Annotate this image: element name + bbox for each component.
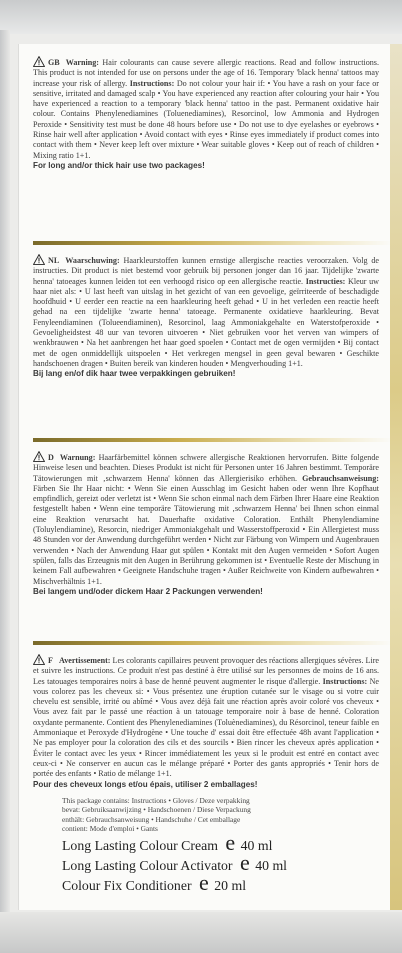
warning-section-d (33, 451, 379, 597)
box-top-edge (0, 0, 402, 34)
warning-body: Haarkleurstoffen kunnen ernstige allergische reacties veroorzaken. Volg de instructies. Dit product is niet bestemd voor gebruik bij personen jonger dan 16 jaar. Tijdelijke 'zwarte henna' tatoeages kunnen leiden tot een verhoogd risico op een allergische reactie. (33, 256, 379, 286)
gold-divider (33, 641, 393, 645)
final-note: Bei langem und/oder dickem Haar 2 Packungen verwenden! (33, 586, 263, 596)
warning-body: Les colorants capillaires peuvent provoquer des réactions allergiques sévères. Lire et suivre les instructions. Ce produit n'est pas destiné à être utilisé sur les personnes de moins de 16 ans. Les tatouages temporaires noirs à base de henné peuvent augmenter le risque d'allergie. (33, 656, 379, 686)
warning-title: Warning: (65, 58, 99, 67)
warning-triangle-icon (33, 254, 45, 265)
warning-title: Warnung: (59, 453, 96, 462)
label-panel (18, 44, 391, 910)
instructions-text: Ne vous colorez pas les cheveux si: • Vous présentez une éruption cutanée sur le visage ou si votre cuir chevelu est sensible, irrité ou abîmé • Vous avez déjà fait une réaction après avoir coloré vos cheveux • Vous avez fait par le passé une réaction à un tatouage temporaire noir à base de henné. Coloration oxydante permanente. Contient des Phenylenediamines (Toluènediamines), du Résorcinol, teneur faible en Ammoniaque et Peroxyde d'Hydrogène • Une touche d' essai doit être effectuée 48h avant l'application • Ne pas employer pour la coloration des cils et des sourcils • Bien rincer les cheveux après application • Éviter le contact avec les yeux • Rincer immédiatement les yeux si le produit est entré en contact avec ceux-ci • Ne conserver en aucun cas le mélange préparé • Porter des gants appropriés • Tenir hors de portée des enfants • Ratio de mélange 1+1. (33, 676, 379, 779)
warning-section-gb (33, 56, 379, 171)
instructions-text: Kleur uw haar niet als: • U last heeft van uitslag in het gezicht of van een gevoelige, geïrriteerde of beschadigde hoofdhuid • U eerder een reactie na een haarkleuring heeft gehad • U in het verleden een reactie heeft gehad na een tijdelijke 'zwarte henna' tatoeage. Permanente oxidatieve haarkleuring. Bevat Fenyleendiaminen (Tolueendiaminen), Resorcinol, laag Ammoniakgehalte en Waterstofperoxide • Gevoeligheidstest 48 uur van tevoren uitvoeren • Niet gebruiken voor het verven van wimpers of wenkbrauwen • Na het aanbrengen het haar goed spoelen • Contact met de ogen vermijden • Bij contact met de ogen onmiddellijk uitspoelen • Het verkregen mengsel in geen geval bewaren • Geschikte handschoenen dragen • Buiten bereik van kinderen houden • Mengverhouding 1+1. (33, 276, 380, 368)
final-note: Pour des cheveux longs et/ou épais, utiliser 2 emballages! (33, 779, 258, 789)
warning-triangle-icon (33, 56, 45, 67)
warning-section-nl (33, 254, 379, 380)
language-code: GB (48, 58, 60, 67)
warning-body: Hair colourants can cause severe allergic reactions. Read and follow instructions. This product is not intended for use on persons under the age of 16. Temporary 'black henna' tattoos may increase your risk of allergy. (33, 58, 379, 88)
warning-triangle-icon (33, 654, 45, 665)
product-quantity: 20 ml (214, 878, 247, 893)
language-code: F (48, 656, 53, 665)
box-spine (0, 30, 10, 920)
product-line-conditioner (62, 870, 382, 895)
warning-section-f (33, 654, 379, 790)
product-name: Colour Fix Conditioner (62, 878, 192, 893)
gold-divider (33, 241, 393, 245)
product-quantity: 40 ml (255, 858, 288, 873)
warning-body: Haarfärbemittel können schwere allergische Reaktionen hervorrufen. Bitte folgende Hinweise lesen und beachten. Dieses Produkt ist nicht für Personen unter 16 Jahren bestimmt. Temporäre Tätowierungen mit ‚schwarzem Henna' können das Allergierisiko erhöhen. (33, 453, 379, 483)
contents-line: contient: Mode d'emploi • Gants (62, 824, 158, 834)
product-quantity: 40 ml (240, 838, 273, 853)
warning-title: Avertissement: (58, 656, 111, 665)
instructions-title: Instructions: (322, 676, 368, 686)
product-line-activator (62, 850, 382, 875)
instructions-text: Färben Sie Ihr Haar nicht: • Wenn Sie einen Ausschlag im Gesicht haben oder wenn Ihre Kopfhaut empfindlich, gereizt oder verletzt ist • Wenn Sie schon einmal nach dem Färben Ihrer Haare eine Reaktion festgestellt haben • Wenn eine temporäre Tätowierung mit ‚schwarzem Henna' bei Ihnen schon einmal eine Reaktion verursacht hat. Dauerhafte oxidative Coloration. Enthält Phenylendiamine (Toluylendiamine), Resorcin, niedriger Ammoniakgehalt und Wasserstoffperoxid • Ein Allergietest muss 48 Stunden vor der Anwendung durchgeführt werden • Nicht zur Färbung von Wimpern und Augenbrauen verwenden • Nach der Anwendung Haar gut spülen • Kontakt mit den Augen vermeiden • Sofort Augen spülen, falls das Erzeugnis mit den Augen in Berührung gekommen ist • Eventuelle Reste der Mischung in keinem Fall aufbewahren • Geeignete Handschuhe tragen • Außer Reichweite von Kindern aufbewahren • Mischverhältnis 1+1. (33, 483, 379, 586)
final-note: Bij lang en/of dik haar twee verpakkingen gebruiken! (33, 369, 236, 379)
package-contents (62, 796, 362, 834)
product-name: Long Lasting Colour Activator (62, 858, 233, 873)
language-code: D (48, 453, 54, 462)
instructions-title: Instructions: (129, 78, 175, 88)
warning-triangle-icon (33, 451, 45, 462)
language-code: NL (48, 256, 60, 265)
estimated-sign-icon: e (199, 870, 209, 895)
final-note: For long and/or thick hair use two packages! (33, 160, 205, 170)
estimated-sign-icon: e (239, 850, 250, 875)
box-bottom-edge (0, 912, 402, 953)
instructions-title: Instructies: (305, 276, 346, 286)
product-name: Long Lasting Colour Cream (62, 838, 218, 853)
contents-line: bevat: Gebruiksaanwijzing • Handschoenen / Diese Verpackung (62, 805, 251, 815)
instructions-text: Do not colour your hair if: • You have a rash on your face or sensitive, irritated and damaged scalp • You have experienced any reaction after colouring your hair • You have experienced a reaction to a temporary 'black henna' tattoo in the past. Permanent oxidative hair colour. Contains Phenylenediamines (Toluenediamines), Resorcinol, low Ammonia and Hydrogen Peroxide • Sensitivity test must be done 48 hours before use • Do not use to dye eyelashes or eyebrows • Rinse hair well after application • Avoid contact with eyes • Rinse eyes immediately if product comes into contact with them • Never keep left over mixture • Wear suitable gloves • Keep out of reach of children • Mixing ratio 1+1. (33, 78, 380, 160)
warning-title: Waarschuwing: (65, 256, 120, 265)
instructions-title: Gebrauchsanweisung: (302, 473, 379, 483)
contents-line: enthält: Gebrauchsanweisung • Handschuhe / Cet emballage (62, 814, 241, 824)
gold-edge (390, 44, 402, 910)
contents-line: This package contains: Instructions • Gloves / Deze verpakking (62, 796, 250, 805)
estimated-sign-icon: e (225, 830, 236, 855)
gold-divider (33, 438, 393, 442)
product-line-cream (62, 830, 382, 855)
